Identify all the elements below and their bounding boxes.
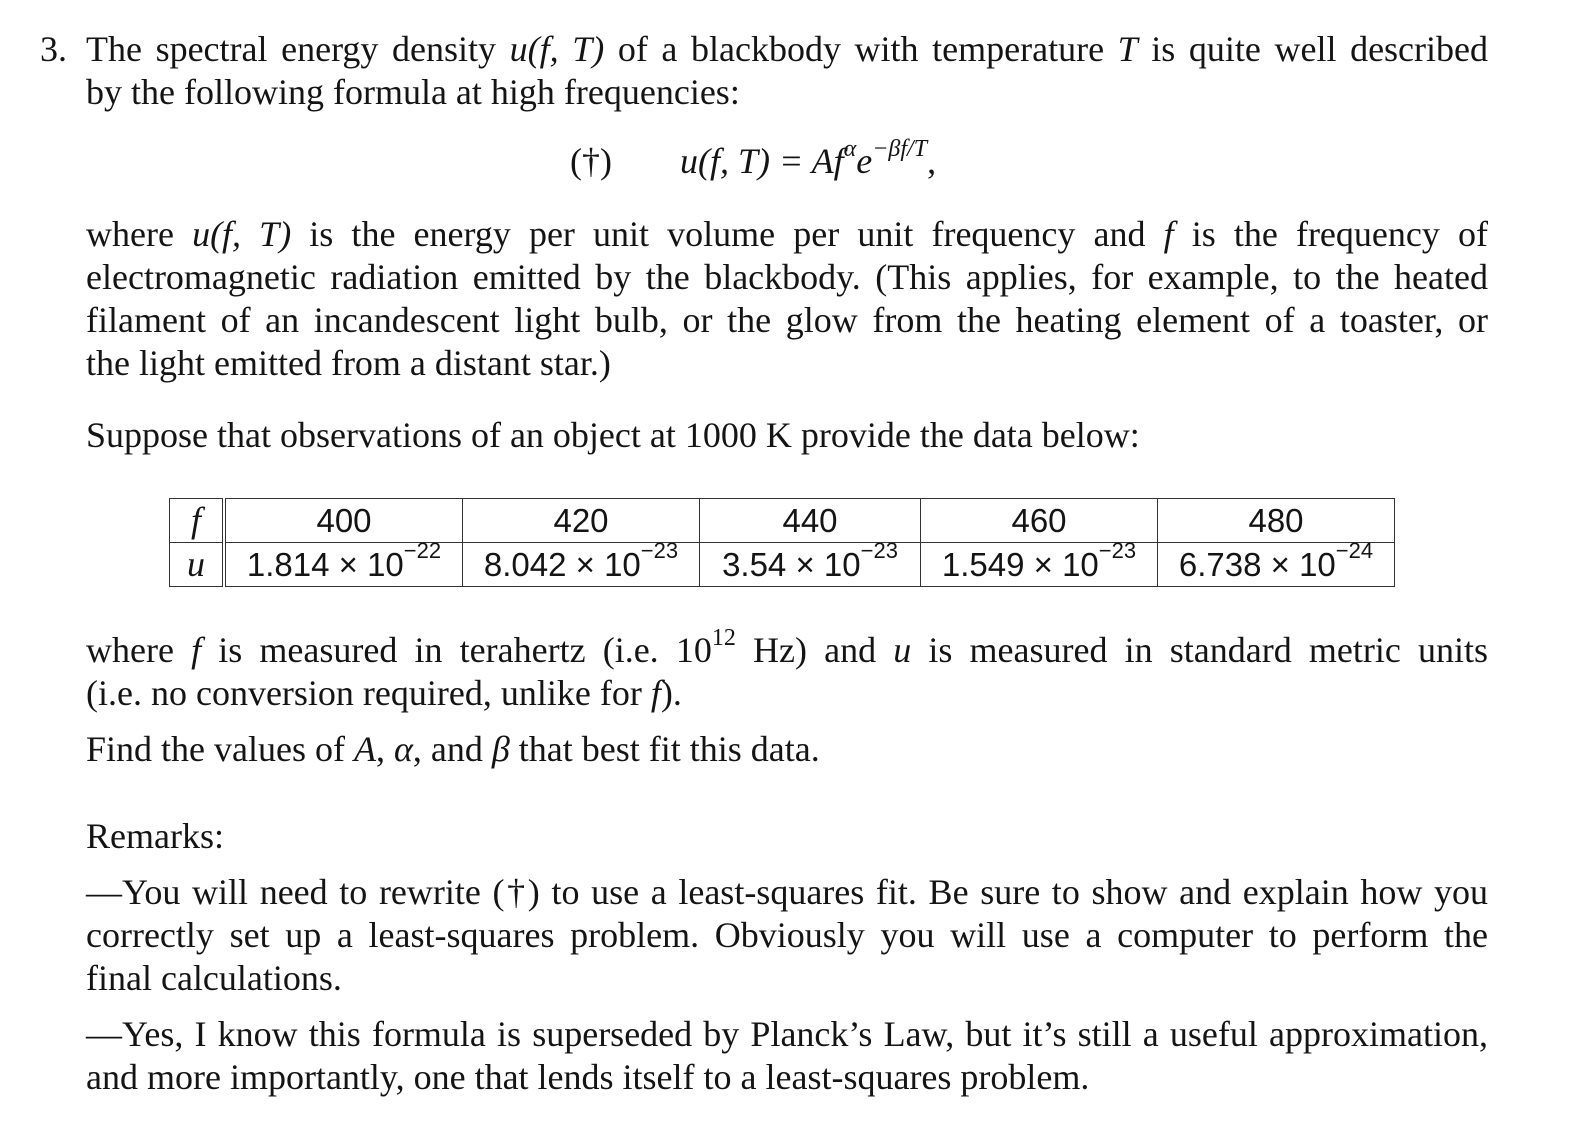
remark-1: —You will need to rewrite (†) to use a least-squares fit. Be sure to show and explain how you correctly set up a least-squares problem. Obviously you will use a computer to perform the final calculations. [86,872,1488,998]
units-line-2: (i.e. no conversion required, unlike for f). [86,673,682,713]
units-paragraph [86,625,1489,715]
data-table [169,498,1395,587]
intro-line-1: The spectral energy density u(f, T) of a blackbody with temperature T is quite well described [86,29,1489,69]
where-line-4: the light emitted from a distant star.) [86,343,611,383]
definition-paragraph [86,213,1488,385]
problem-number: 3. [40,29,67,69]
equation-tag: (†) [570,141,612,181]
table-header-u: u [170,543,225,587]
table-cell-u: $3.54 \times 10^{-23}$ [700,543,921,587]
intro-line-2: by the following formula at high frequencies: [86,72,740,112]
remark-2: —Yes, I know this formula is superseded by Planck’s Law, but it’s still a useful approximation, and more importantly, one that lends itself to a least-squares problem. [86,1014,1488,1097]
table-cell-f: 420 [463,499,700,543]
table-cell-f: 400 [224,499,463,543]
table-header-f: f [170,499,225,543]
units-line-1: where f is measured in terahertz (i.e. $10^{12}$ Hz) and u is measured in standard metric units [86,625,1489,670]
equation-exponent: −βf/T [872,136,928,162]
where-line-1: where u(f, T) is the energy per unit volume per unit frequency and f is the frequency of [86,214,1488,254]
table-cell-u: $6.738 \times 10^{-24}$ [1158,543,1395,587]
equation-dagger [0,136,1594,190]
problem-intro [86,28,1488,114]
table-cell-u: $1.814 \times 10^{-22}$ [224,543,463,587]
table-cell-f: 440 [700,499,921,543]
where-line-3: filament of an incandescent light bulb, or the glow from the heating element of a toaster, or [86,300,1488,340]
suppose-sentence: Suppose that observations of an object at 1000 K provide the data below: [86,415,1140,455]
table-cell-u: $8.042 \times 10^{-23}$ [463,543,700,587]
remarks-heading: Remarks: [86,816,224,856]
math-t: T [1117,29,1138,69]
table-row-u [170,543,1395,587]
math-u-f-t: u(f, T) [509,29,605,69]
table-cell-u: $1.549 \times 10^{-23}$ [921,543,1158,587]
find-sentence: Find the values of A, α, and β that best fit this data. [86,729,820,769]
where-line-2: electromagnetic radiation emitted by the blackbody. (This applies, for example, to the heated [86,257,1488,297]
table-cell-f: 480 [1158,499,1395,543]
equation-body: u(f, $T) = Af^\alpha e^{-\beta f/T}$, [680,136,937,181]
table-row-f [170,499,1395,543]
table-cell-f: 460 [921,499,1158,543]
